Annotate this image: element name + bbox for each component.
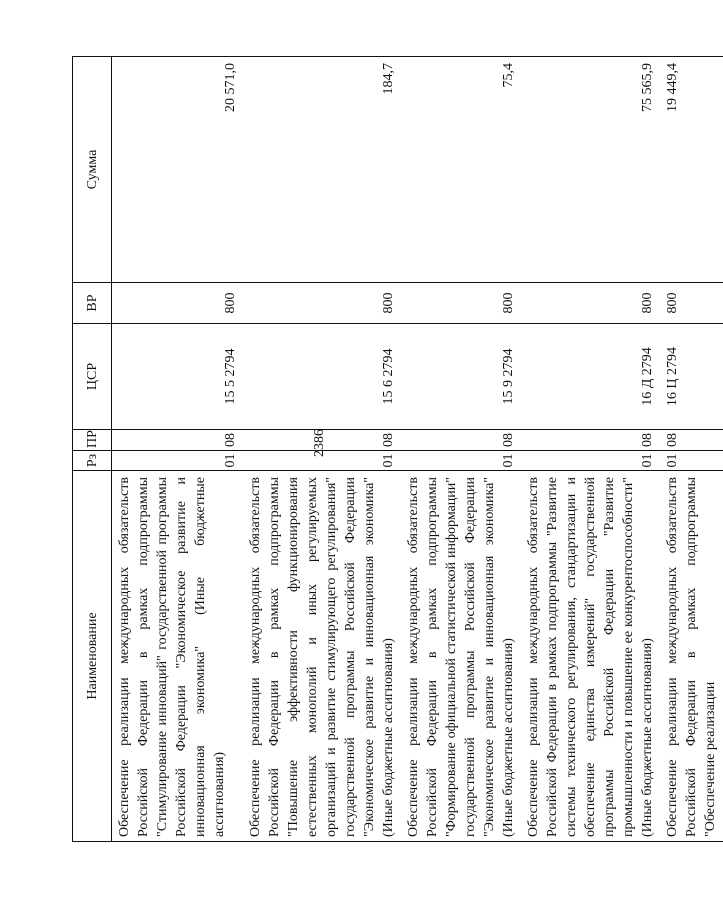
row-csr: 15 6 2794 (243, 324, 401, 430)
row-csr: 15 9 2794 (401, 324, 521, 430)
row-name: Обеспечение реализации международных обязательств Российской Федерации в рамках подпрограммы "Развитие системы технического регулирования, стандартизации и обеспечение единства измерений" государственной программы Российской Федерации "Развитие промышленности и повышение ее конкурентоспособности" (Иные бюджетные ассигнования) (521, 471, 660, 842)
row-pr: 08 (243, 430, 401, 451)
row-name: Обеспечение реализации международных обязательств Российской Федерации в рамках подпрограммы "Повышение эффективности функционирования естественных монополий и иных регулируемых организаций и развитие стимулирующего регулирования" государственной программы Российской Федерации "Экономическое развитие и инновационная экономика" (Иные бюджетные ассигнования) (243, 471, 401, 842)
budget-table (72, 56, 723, 842)
row-sum: 19 449,4 (660, 57, 723, 283)
page-number: 2386 (312, 429, 327, 457)
row-sum: 20 571,0 (112, 57, 243, 283)
header-sum: Сумма (73, 57, 112, 283)
table-row (521, 57, 660, 842)
row-name: Обеспечение реализации международных обязательств Российской Федерации в рамках подпрограммы "Стимулирование инноваций" государственной программы Российской Федерации "Экономическое развитие и инновационная экономика" (Иные бюджетные ассигнования) (112, 471, 243, 842)
row-csr: 16 Д 2794 (521, 324, 660, 430)
header-row (73, 57, 112, 842)
table-body (112, 57, 723, 842)
header-csr: ЦСР (73, 324, 112, 430)
table-row (660, 57, 723, 842)
row-vr: 800 (112, 283, 243, 324)
row-pr: 08 (112, 430, 243, 451)
header-rz: Рз (73, 451, 112, 471)
row-rz: 01 (243, 451, 401, 471)
rotated-table-container (72, 57, 718, 842)
row-rz: 01 (401, 451, 521, 471)
row-csr: 16 Ц 2794 (660, 324, 723, 430)
row-sum: 75 565,9 (521, 57, 660, 283)
table-row (243, 57, 401, 842)
header-vr: ВР (73, 283, 112, 324)
row-vr: 800 (521, 283, 660, 324)
row-rz: 01 (660, 451, 723, 471)
table-header (73, 57, 112, 842)
table-row (401, 57, 521, 842)
row-sum: 184,7 (243, 57, 401, 283)
row-vr: 800 (660, 283, 723, 324)
row-pr: 08 (521, 430, 660, 451)
row-vr: 800 (243, 283, 401, 324)
header-name: Наименование (73, 471, 112, 842)
row-rz: 01 (521, 451, 660, 471)
row-pr: 08 (660, 430, 723, 451)
table-row (112, 57, 243, 842)
row-csr: 15 5 2794 (112, 324, 243, 430)
row-name: Обеспечение реализации международных обязательств Российской Федерации в рамках подпрограммы "Обеспечение реализации (660, 471, 723, 842)
row-vr: 800 (401, 283, 521, 324)
row-name: Обеспечение реализации международных обязательств Российской Федерации в рамках подпрограммы "Формирование официальной статистической информации" государственной программы Российской Федерации "Экономическое развитие и инновационная экономика" (Иные бюджетные ассигнования) (401, 471, 521, 842)
row-rz: 01 (112, 451, 243, 471)
row-pr: 08 (401, 430, 521, 451)
row-sum: 75,4 (401, 57, 521, 283)
header-pr: ПР (73, 430, 112, 451)
